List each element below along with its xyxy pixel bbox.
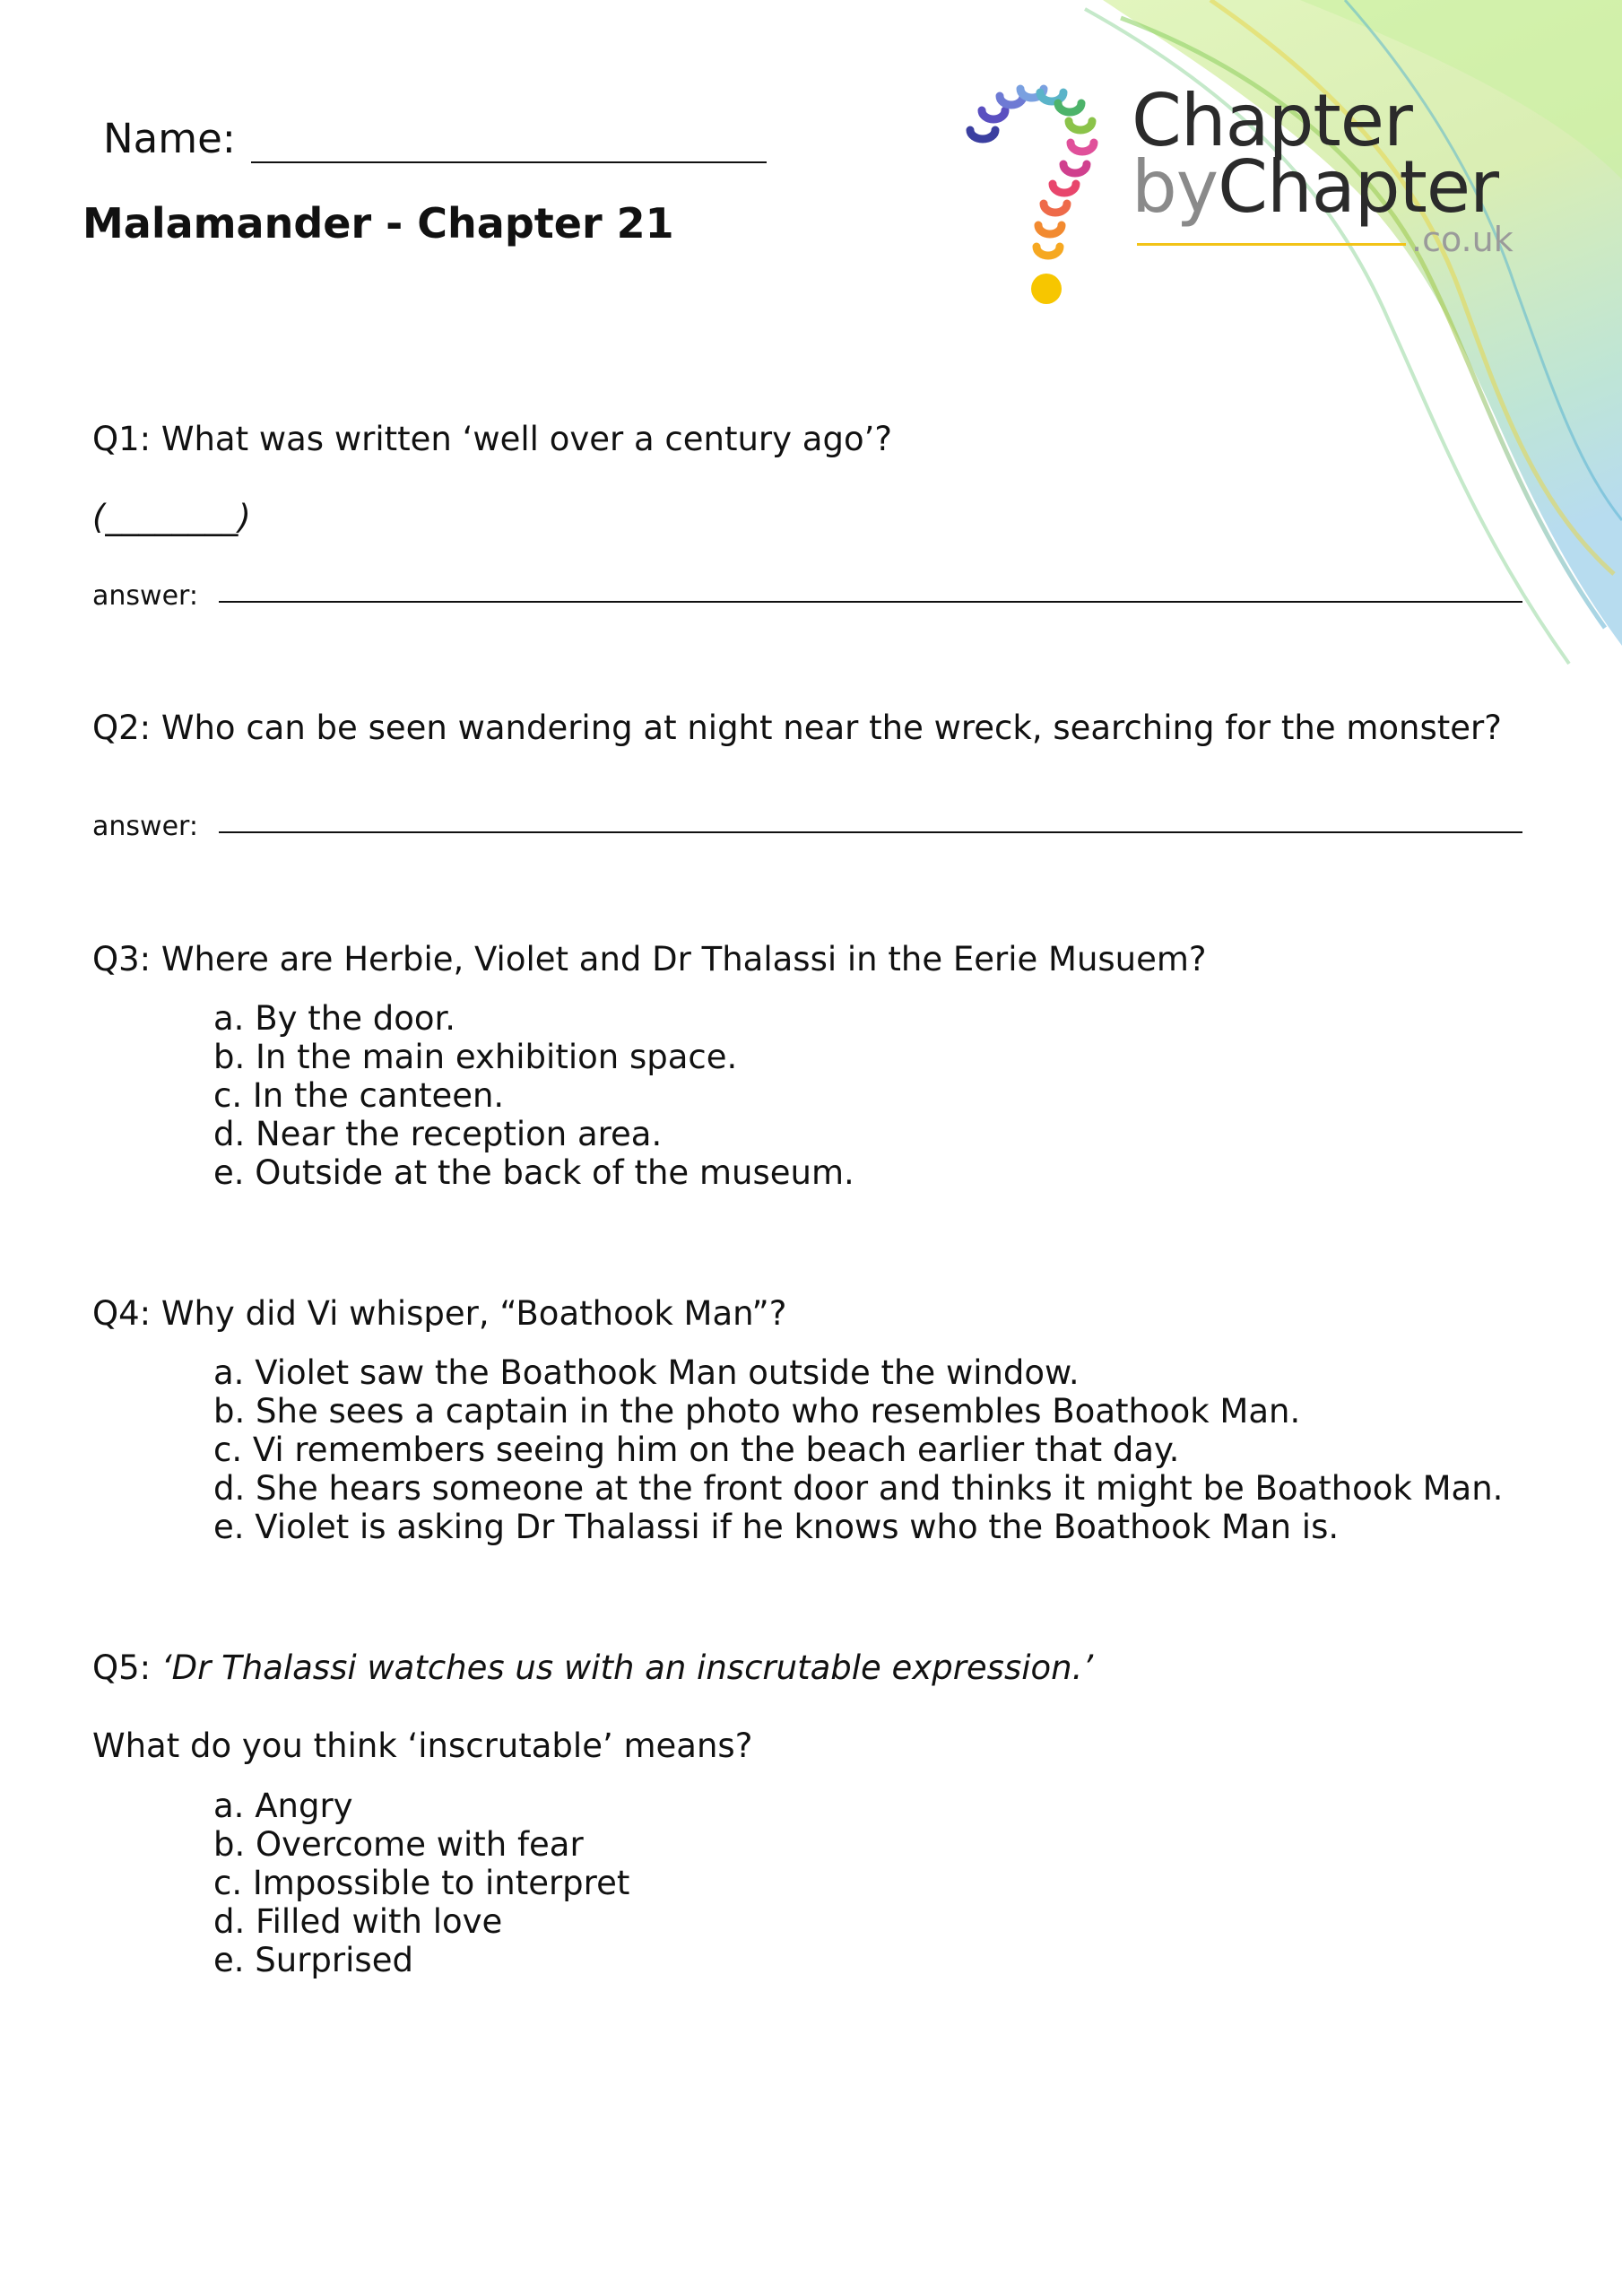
question-4-options <box>213 1353 1503 1546</box>
option[interactable]: c. Vi remembers seeing him on the beach earlier that day. <box>213 1431 1180 1469</box>
question-5-quote: ‘Dr Thalassi watches us with an inscrutable expression.’ <box>160 1648 1094 1687</box>
question-2: Q2: Who can be seen wandering at night near the wreck, searching for the monster? <box>92 709 1502 747</box>
name-label: Name: <box>103 115 236 162</box>
question-1: Q1: What was written ‘well over a century ago’? <box>92 420 892 458</box>
logo-book-arc-icon <box>950 49 1130 318</box>
option[interactable]: d. Near the reception area. <box>213 1115 663 1153</box>
option[interactable]: a. Angry <box>213 1787 353 1825</box>
question-3: Q3: Where are Herbie, Violet and Dr Thalassi in the Eerie Musuem? <box>92 940 1207 978</box>
page-title: Malamander - Chapter 21 <box>82 199 674 248</box>
logo-text-chapter: Chapter <box>1132 79 1412 162</box>
question-5-prompt: What do you think ‘inscrutable’ means? <box>92 1726 753 1765</box>
option[interactable]: b. Overcome with fear <box>213 1825 584 1864</box>
option[interactable]: e. Outside at the back of the museum. <box>213 1153 854 1192</box>
option[interactable]: a. Violet saw the Boathook Man outside the window. <box>213 1353 1080 1392</box>
logo-rule <box>1137 243 1406 246</box>
question-5-prefix: Q5: <box>92 1648 161 1687</box>
option[interactable]: e. Surprised <box>213 1941 413 1979</box>
answer-label-2: answer: <box>92 811 198 842</box>
option[interactable]: e. Violet is asking Dr Thalassi if he knows who the Boathook Man is. <box>213 1508 1340 1546</box>
option[interactable]: d. She hears someone at the front door and thinks it might be Boathook Man. <box>213 1469 1504 1508</box>
logo-text-by-chapter <box>1132 145 1526 229</box>
question-1-blank: (________) <box>92 498 251 536</box>
answer-line-2[interactable] <box>219 831 1522 833</box>
question-5 <box>92 1648 1093 1688</box>
logo-domain: .co.uk <box>1411 220 1514 259</box>
logo-wordmark <box>1132 79 1526 261</box>
question-5-options <box>213 1787 629 1979</box>
answer-label-1: answer: <box>92 580 198 612</box>
option[interactable]: a. By the door. <box>213 999 456 1038</box>
question-3-options <box>213 999 854 1192</box>
logo-text-by: by <box>1132 145 1219 229</box>
name-input-line[interactable] <box>251 161 767 163</box>
option[interactable]: c. In the canteen. <box>213 1076 505 1115</box>
question-4: Q4: Why did Vi whisper, “Boathook Man”? <box>92 1294 787 1333</box>
option[interactable]: c. Impossible to interpret <box>213 1864 630 1902</box>
option[interactable]: b. In the main exhibition space. <box>213 1038 738 1076</box>
logo-domain-row <box>1132 220 1526 261</box>
option[interactable]: d. Filled with love <box>213 1902 503 1941</box>
option[interactable]: b. She sees a captain in the photo who resembles Boathook Man. <box>213 1392 1301 1431</box>
answer-line-1[interactable] <box>219 601 1522 603</box>
logo-text-chapter-2: Chapter <box>1218 145 1498 229</box>
